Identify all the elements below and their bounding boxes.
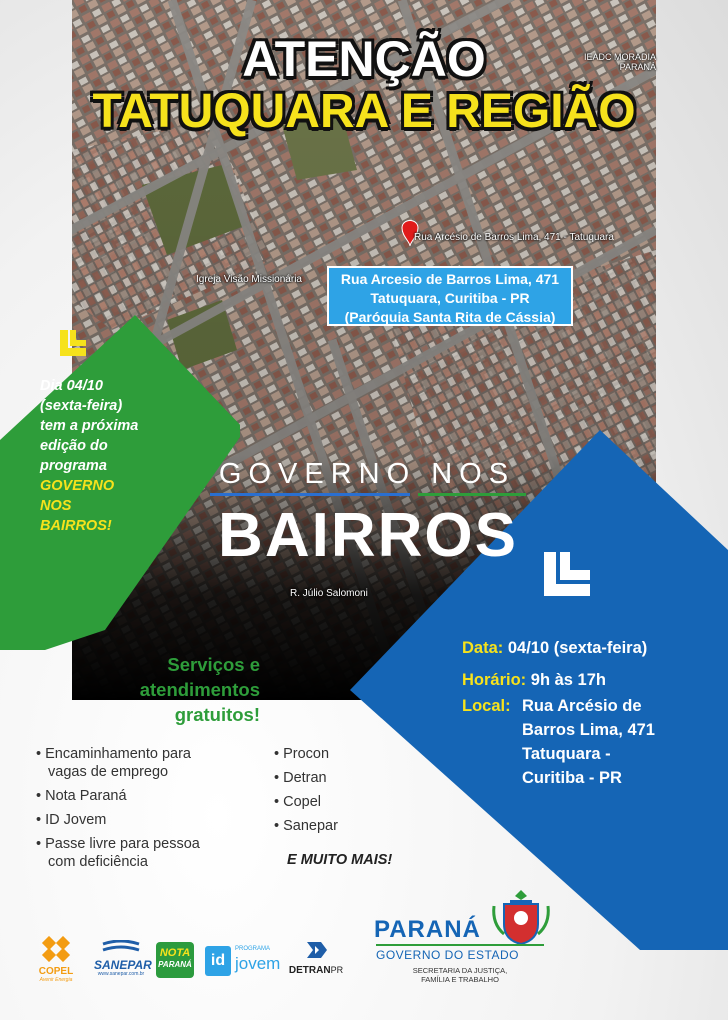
- list-item: • Sanepar: [274, 818, 338, 834]
- time-label: Horário:: [462, 671, 527, 689]
- date-value: 04/10 (sexta-feira): [507, 639, 648, 657]
- green-line-2: (sexta-feira): [40, 398, 123, 414]
- list-item: com deficiência: [48, 854, 148, 870]
- green-highlight-3: BAIRROS!: [40, 518, 112, 534]
- id-jovem-word: jovem: [235, 954, 281, 973]
- list-item: • Detran: [274, 770, 327, 786]
- map-label-street: R. Júlio Salomoni: [290, 588, 368, 599]
- place-line-3: Tatuquara -: [522, 745, 611, 763]
- nota-text-1: NOTA: [159, 947, 191, 959]
- parana-secretariat: [374, 966, 546, 984]
- services-title-line-1: Serviços e: [167, 654, 260, 675]
- parana-divider: [376, 944, 544, 946]
- parana-sec-line-1: SECRETARIA DA JUSTIÇA,: [412, 966, 508, 975]
- chevron-corner-icon-blue: [540, 548, 594, 602]
- program-logo-lines: [210, 492, 526, 498]
- copel-subtext: Avenir Energia: [39, 977, 73, 983]
- list-item: • Copel: [274, 794, 321, 810]
- green-highlight-2: NOS: [40, 498, 72, 514]
- list-item: • ID Jovem: [36, 812, 107, 828]
- address-line-2: Tatuquara, Curitiba - PR: [370, 290, 530, 306]
- list-item: • Encaminhamento para: [36, 746, 191, 762]
- green-line-5: programa: [40, 458, 107, 474]
- address-line-1: Rua Arcesio de Barros Lima, 471: [340, 271, 560, 287]
- parana-gov: GOVERNO DO ESTADO: [376, 948, 519, 962]
- date-label: Data:: [462, 639, 504, 657]
- list-item: vagas de emprego: [48, 764, 169, 780]
- program-logo-top: GOVERNO NOS: [218, 458, 516, 490]
- place-line-1: Rua Arcésio de: [522, 697, 642, 715]
- address-line-3: (Paróquia Santa Rita de Cássia): [344, 309, 556, 325]
- headline-attention: ATENÇÃO: [242, 31, 486, 87]
- nota-text-2: PARANÁ: [158, 960, 192, 969]
- event-info: [462, 636, 722, 790]
- list-item: • Passe livre para pessoa: [36, 836, 200, 852]
- detran-logo: [286, 940, 346, 976]
- services-title: [40, 652, 260, 727]
- program-logo-bottom: BAIRROS: [218, 501, 518, 570]
- time-value: 9h às 17h: [530, 671, 606, 689]
- more-services-text: E MUITO MAIS!: [287, 852, 393, 868]
- copel-logo: [36, 936, 76, 983]
- sanepar-url: www.sanepar.com.br: [97, 971, 145, 977]
- green-panel-text: [40, 376, 200, 536]
- green-line-4: edição do: [40, 438, 108, 454]
- list-item: • Procon: [274, 746, 330, 762]
- sanepar-text: SANEPAR: [94, 958, 152, 972]
- id-jovem-small: PROGRAMA: [235, 946, 271, 952]
- place-line-4: Curitiba - PR: [522, 769, 622, 787]
- list-item: • Nota Paraná: [36, 788, 127, 804]
- place-label: Local:: [462, 697, 511, 715]
- id-jovem-badge: id: [205, 946, 231, 976]
- services-list-2: [274, 745, 384, 841]
- green-line-3: tem a próxima: [40, 418, 139, 434]
- sanepar-logo: [94, 940, 152, 977]
- parana-sec-line-2: FAMÍLIA E TRABALHO: [421, 975, 499, 984]
- detran-suffix: PR: [330, 965, 344, 975]
- sanepar-icon: [101, 940, 141, 954]
- address-box: [327, 266, 573, 326]
- map-label-church: Igreja Visão Missionária: [196, 274, 302, 285]
- map-label-top-right: IEADC MORADIA PARANÁ: [583, 52, 656, 72]
- nota-parana-logo: [156, 942, 194, 978]
- copel-icon: [41, 936, 71, 962]
- detran-text: DETRAN: [288, 965, 331, 976]
- place-line-2: Barros Lima, 471: [522, 721, 655, 739]
- services-title-line-2: atendimentos: [139, 679, 260, 700]
- parana-name: PARANÁ: [374, 916, 481, 943]
- map-label-pin: Rua Arcésio de Barros Lima, 471 - Tatuquara: [414, 232, 614, 243]
- services-list-1: [36, 745, 256, 871]
- headline-region: TATUQUARA E REGIÃO: [92, 85, 636, 138]
- services-title-line-3: gratuitos!: [174, 704, 260, 725]
- detran-icon: [303, 940, 329, 960]
- green-highlight-1: GOVERNO: [40, 478, 115, 494]
- id-jovem-logo: [205, 944, 287, 978]
- parana-coat-of-arms-icon: [490, 888, 552, 946]
- copel-text: COPEL: [38, 966, 74, 977]
- chevron-corner-icon-green: [56, 326, 90, 360]
- green-line-1: Dia 04/10: [40, 378, 103, 394]
